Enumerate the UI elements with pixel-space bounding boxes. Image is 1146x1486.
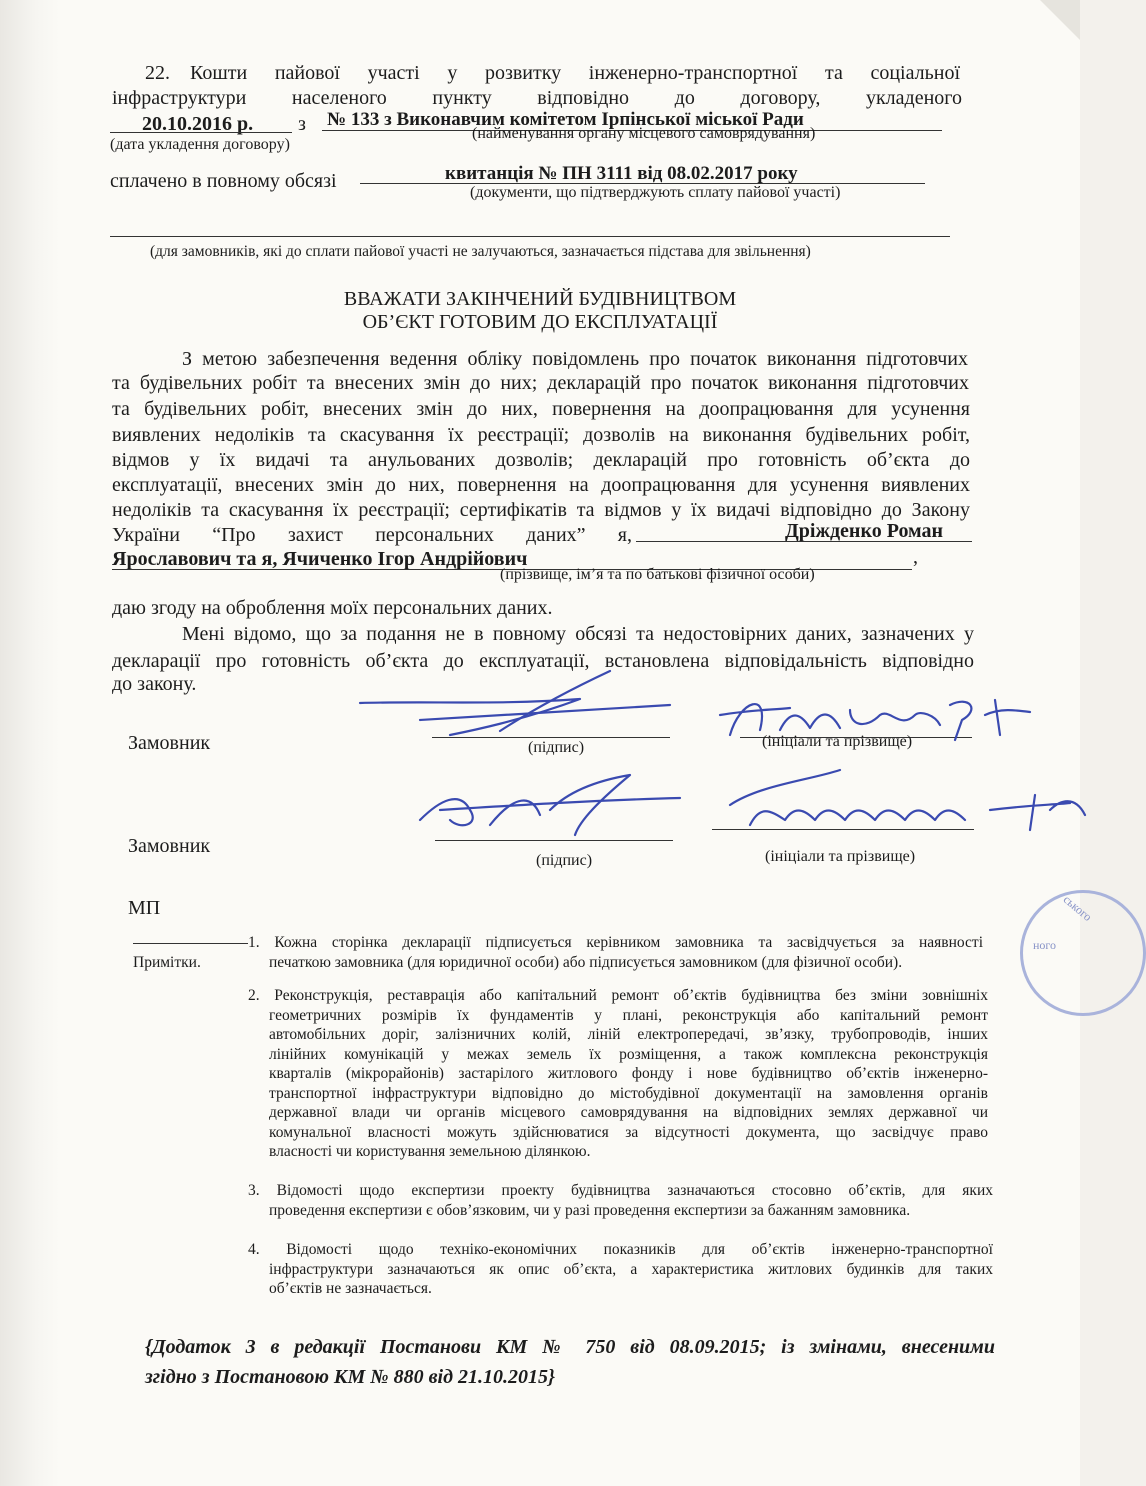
- signature-caption-1: (підпис): [528, 739, 585, 756]
- initials-caption-1: (ініціали та прізвище): [762, 733, 913, 750]
- consent-line8: України “Про захист персональних даних” я,: [112, 524, 632, 546]
- item22-line1: Кошти пайової участі у розвитку інженерно-транспортної та соціальної: [190, 62, 960, 84]
- note-3-line: 3. Відомості щодо експертизи проекту будівництва зазначаються стосовно об’єктів, для яких: [248, 1182, 993, 1199]
- consent-line7: недоліків та скасування їх реєстрації; сертифікатів та відмов у їх видачі відповідно до Закону: [112, 499, 970, 521]
- agreement-org: № 133 з Виконавчим комітетом Ірпінської міської Ради: [327, 109, 804, 130]
- note-1-line: печаткою замовника (для юридичної особи) або підписується замовником (для фізичної особи).: [269, 953, 903, 971]
- note-1-line: 1. Кожна сторінка декларації підписується керівником замовника та засвідчується за наявності: [248, 934, 983, 951]
- consent-line6: експлуатації, внесених змін до них, повернення на доопрацювання для усунення виявлених: [112, 474, 970, 496]
- note-2-line: кварталів (мікрорайонів) застарілого житлового фонду і нове будівництво об’єктів інженерно-: [269, 1065, 988, 1082]
- agreement-z: з: [298, 113, 306, 135]
- date-caption: (дата укладення договору): [110, 136, 290, 153]
- note-2-line: власності чи користування земельною ділянкою.: [269, 1143, 591, 1160]
- note-4: [248, 1240, 993, 1299]
- liability-line1: Мені відомо, що за подання не в повному обсязі та недостовірних даних, зазначених у: [182, 623, 974, 645]
- notes-label: Примітки.: [133, 954, 201, 971]
- name-underline-1: [636, 541, 972, 542]
- consent-line4: виявлених недоліків та скасування їх реєстрації; дозволів на виконання будівельних робіт,: [112, 424, 970, 446]
- consent-line2: та будівельних робіт та внесених змін до них; декларацій про початок виконання підготовчих: [112, 372, 969, 394]
- consent-line5: відмов у їх видачі та анульованих дозволів; декларацій про готовність об’єкта до: [112, 449, 970, 471]
- note-1: [248, 933, 983, 972]
- signature-scribble-1: [350, 665, 680, 745]
- customer-label-1: Замовник: [128, 732, 211, 754]
- receipt-caption: (документи, що підтверджують сплату пайової участі): [470, 184, 841, 201]
- footer-line2: згідно з Постановою КМ № 880 від 21.10.2015}: [145, 1366, 555, 1388]
- item-number: 22.: [145, 62, 170, 84]
- note-4-line: інфраструктури зазначаються як опис об’єкта, а характеристика житлових будинків для таких: [269, 1260, 993, 1278]
- page-corner: [1040, 0, 1080, 40]
- note-2-line: геометричних розмірів їх фундаментів у плані, реконструкція або капітальний ремонт: [269, 1006, 988, 1024]
- initials-caption-2: (ініціали та прізвище): [765, 848, 916, 865]
- name-comma: ,: [913, 546, 918, 568]
- item22-line2: інфраструктури населеного пункту відповідно до договору, укладеного: [112, 87, 962, 109]
- note-2: [248, 986, 988, 1162]
- note-2-line: автомобільних доріг, залізничних колій, ліній електропередачі, зв’язку, трубопроводів, інших: [269, 1026, 988, 1043]
- applicant-name-part1: Дріжденко Роман: [785, 520, 944, 542]
- note-3-line: проведення експертизи є обов’язковим, чи у разі проведення експертизи за бажанням замовника.: [269, 1201, 911, 1219]
- official-stamp: [1020, 890, 1146, 1016]
- note-3: [248, 1181, 993, 1220]
- note-2-line: транспортної інфраструктури відповідно до містобудівної документації на замовлення органів: [269, 1084, 988, 1102]
- org-caption: (найменування органу місцевого самоврядування): [472, 125, 816, 142]
- note-2-line: лінійних комунікацій у межах земель їх розміщення, а також комплексна реконструкція: [269, 1045, 988, 1063]
- applicant-name-part2: Ярославович та я, Ячиченко Ігор Андрійович: [112, 548, 528, 570]
- note-2-line: комунальної власності можуть здійснюватися за відсутності документа, що засвідчує право: [269, 1123, 988, 1141]
- note-2-line: 2. Реконструкція, реставрація або капітальний ремонт об’єктів будівництва без зміни зовнішніх: [248, 987, 988, 1004]
- signature-scribble-2: [400, 770, 700, 850]
- stamp-text-1: ного: [1033, 938, 1057, 952]
- liability-line3: до закону.: [112, 673, 197, 695]
- initials-handwriting-2: [690, 765, 1090, 845]
- consent-line3: та будівельних робіт, внесених змін до них, повернення на доопрацювання для усунення: [112, 398, 970, 420]
- note-4-line: об’єктів не зазначається.: [269, 1280, 432, 1297]
- signature-caption-2: (підпис): [536, 852, 593, 869]
- consent-line1: З метою забезпечення ведення обліку повідомлень про початок виконання підготовчих: [182, 348, 968, 370]
- name-caption: (прізвище, ім’я та по батькові фізичної особи): [500, 566, 815, 583]
- stamp-text-2: ського: [1060, 892, 1095, 924]
- receipt-document: квитанція № ПН 3111 від 08.02.2017 року: [445, 163, 798, 184]
- heading-line1: ВВАЖАТИ ЗАКІНЧЕНИЙ БУДІВНИЦТВОМ: [343, 288, 737, 310]
- exempt-caption: (для замовників, які до сплати пайової участі не залучаються, зазначається підстава для звільнення): [150, 243, 811, 260]
- consent-agree: даю згоду на оброблення моїх персональних даних.: [112, 597, 553, 619]
- initials-handwriting-1: [700, 680, 1040, 750]
- heading-line2: ОБ’ЄКТ ГОТОВИМ ДО ЕКСПЛУАТАЦІЇ: [362, 311, 718, 333]
- stamp-place-label: МП: [128, 897, 161, 919]
- paid-label: сплачено в повному обсязі: [110, 170, 337, 192]
- agreement-date: 20.10.2016 р.: [142, 113, 254, 135]
- note-2-line: державної влади чи органів місцевого самоврядування на відповідних землях державної чи: [269, 1104, 988, 1121]
- customer-label-2: Замовник: [128, 835, 211, 857]
- page-fold-shadow: [0, 0, 60, 1486]
- exempt-underline: [110, 236, 950, 237]
- note-4-line: 4. Відомості щодо техніко-економічних показників для об’єктів інженерно-транспортної: [248, 1241, 993, 1258]
- notes-separator: [133, 943, 248, 944]
- date-underline: [110, 132, 292, 133]
- footer-line1: {Додаток 3 в редакції Постанови КМ № 750 від 08.09.2015; із змінами, внесеними: [145, 1336, 995, 1358]
- liability-line2: декларації про готовність об’єкта до експлуатації, встановлена відповідальність відповідно: [112, 650, 974, 672]
